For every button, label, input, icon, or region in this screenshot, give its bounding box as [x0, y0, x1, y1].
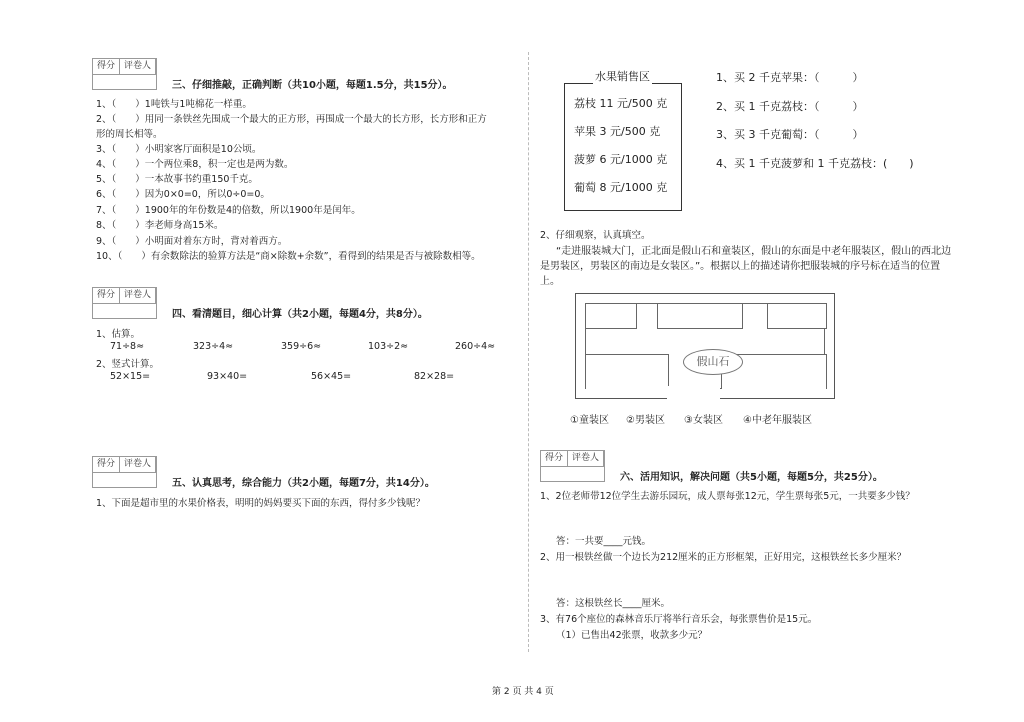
- vertical-1: 52×15=: [110, 371, 151, 382]
- sec6-q3-1: （1）已售出42张票，收款多少元？: [556, 630, 708, 641]
- price-table-title: 水果销售区: [595, 70, 650, 83]
- score-box-sec5: [92, 456, 157, 473]
- price-lychee: 荔枝 11 元/500 克: [574, 97, 668, 110]
- sec6-q1: 1、2位老师带12位学生去游乐园玩，成人票每张12元，学生票每张5元，一共要多少钱？: [540, 491, 915, 502]
- score-label: 得分: [541, 451, 568, 466]
- map-option-2: ②男装区: [626, 415, 665, 426]
- map-inner-wall: [585, 303, 825, 389]
- score-box-sec4: [92, 287, 157, 304]
- sec3-item-10: 10、（ ）有余数除法的验算方法是“商×除数+余数”，看得到的结果是否与被除数相等。: [96, 251, 481, 262]
- sec6-a1: 答：一共要____元钱。: [556, 536, 652, 547]
- buy-1: 1、买 2 千克苹果：（ ）: [716, 71, 864, 84]
- sec3-item-2-cont: 形的周长相等。: [96, 129, 163, 140]
- sec4-q2: 2、竖式计算。: [96, 359, 160, 370]
- score-box-sec3: [92, 58, 157, 75]
- estimate-4: 103÷2≈: [368, 341, 409, 352]
- vertical-3: 56×45=: [311, 371, 352, 382]
- score-box-sec6: [540, 450, 605, 467]
- price-pineapple: 菠萝 6 元/1000 克: [574, 153, 668, 166]
- sec4-title: 四、看清题目，细心计算（共2小题，每题4分，共8分）。: [172, 309, 428, 320]
- sec3-item-7: 7、（ ）1900年的年份数是4的倍数，所以1900年是闰年。: [96, 205, 361, 216]
- map-entrance-gap: [667, 386, 720, 400]
- sec3-item-5: 5、（ ）一本故事书约重150千克。: [96, 174, 258, 185]
- sec3-title: 三、仔细推敲，正确判断（共10小题，每题1.5分，共15分）。: [172, 80, 453, 91]
- sec6-q2: 2、用一根铁丝做一个边长为212厘米的正方形框架，正好用完，这根铁丝长多少厘米？: [540, 552, 907, 563]
- price-grape: 葡萄 8 元/1000 克: [574, 181, 668, 194]
- grader-label: 评卷人: [120, 457, 156, 472]
- room-top-left: [585, 303, 637, 329]
- price-apple: 苹果 3 元/500 克: [574, 125, 661, 138]
- estimate-2: 323÷4≈: [193, 341, 234, 352]
- sec3-item-3: 3、（ ）小明家客厅面积是10公顷。: [96, 144, 262, 155]
- vertical-4: 82×28=: [414, 371, 455, 382]
- score-label: 得分: [93, 59, 120, 74]
- grader-label: 评卷人: [120, 288, 156, 303]
- sec4-q1: 1、估算。: [96, 329, 141, 340]
- sec3-item-1: 1、（ ）1吨铁与1吨棉花一样重。: [96, 99, 252, 110]
- page-footer: 第 2 页 共 4 页: [492, 687, 554, 697]
- sec3-item-9: 9、（ ）小明面对着东方时，背对着西方。: [96, 236, 288, 247]
- clothing-city-map: [575, 293, 835, 399]
- vertical-2: 93×40=: [207, 371, 248, 382]
- sec5-q2-text-1: “走进服装城大门，正北面是假山石和童装区，假山的东面是中老年服装区，假山的西北边: [556, 246, 952, 257]
- sec5-q1: 1、下面是超市里的水果价格表，明明的妈妈要买下面的东西，得付多少钱呢？: [96, 498, 426, 509]
- buy-2: 2、买 1 千克荔枝：（ ）: [716, 100, 864, 113]
- sec6-title: 六、活用知识，解决问题（共5小题，每题5分，共25分）。: [620, 472, 883, 483]
- buy-3: 3、买 3 千克葡萄：（ ）: [716, 128, 864, 141]
- room-top-middle: [657, 303, 743, 329]
- score-label: 得分: [93, 457, 120, 472]
- map-option-4: ④中老年服装区: [743, 415, 812, 426]
- room-bottom-left: [585, 354, 669, 389]
- rock-ellipse: 假山石: [683, 349, 743, 375]
- estimate-1: 71÷8≈: [110, 341, 145, 352]
- fruit-price-table: [564, 70, 682, 211]
- sec5-q2-text-2: 是男装区，男装区的南边是女装区。”。根据以上的描述请你把服装城的序号标在适当的位置: [540, 261, 941, 272]
- buy-4: 4、买 1 千克菠萝和 1 千克荔枝：( ): [716, 157, 914, 170]
- column-divider: [528, 52, 529, 652]
- sec6-q3: 3、有76个座位的森林音乐厅将举行音乐会，每张票售价是15元。: [540, 614, 818, 625]
- sec5-q2: 2、仔细观察，认真填空。: [540, 230, 651, 241]
- sec5-title: 五、认真思考，综合能力（共2小题，每题7分，共14分）。: [172, 478, 435, 489]
- estimate-3: 359÷6≈: [281, 341, 322, 352]
- map-option-1: ①童装区: [570, 415, 609, 426]
- grader-label: 评卷人: [120, 59, 156, 74]
- room-top-right: [767, 303, 827, 329]
- sec3-item-8: 8、（ ）李老师身高15米。: [96, 220, 224, 231]
- score-label: 得分: [93, 288, 120, 303]
- sec3-item-6: 6、（ ）因为0×0=0，所以0÷0=0。: [96, 189, 270, 200]
- grader-label: 评卷人: [568, 451, 604, 466]
- sec3-item-2: 2、（ ）用同一条铁丝先围成一个最大的正方形，再围成一个最大的长方形，长方形和正方: [96, 114, 487, 125]
- sec6-a2: 答：这根铁丝长____厘米。: [556, 598, 671, 609]
- map-option-3: ③女装区: [684, 415, 723, 426]
- sec3-item-4: 4、（ ）一个两位乘8，积一定也是两为数。: [96, 159, 294, 170]
- estimate-5: 260÷4≈: [455, 341, 496, 352]
- sec5-q2-text-3: 上。: [540, 276, 560, 287]
